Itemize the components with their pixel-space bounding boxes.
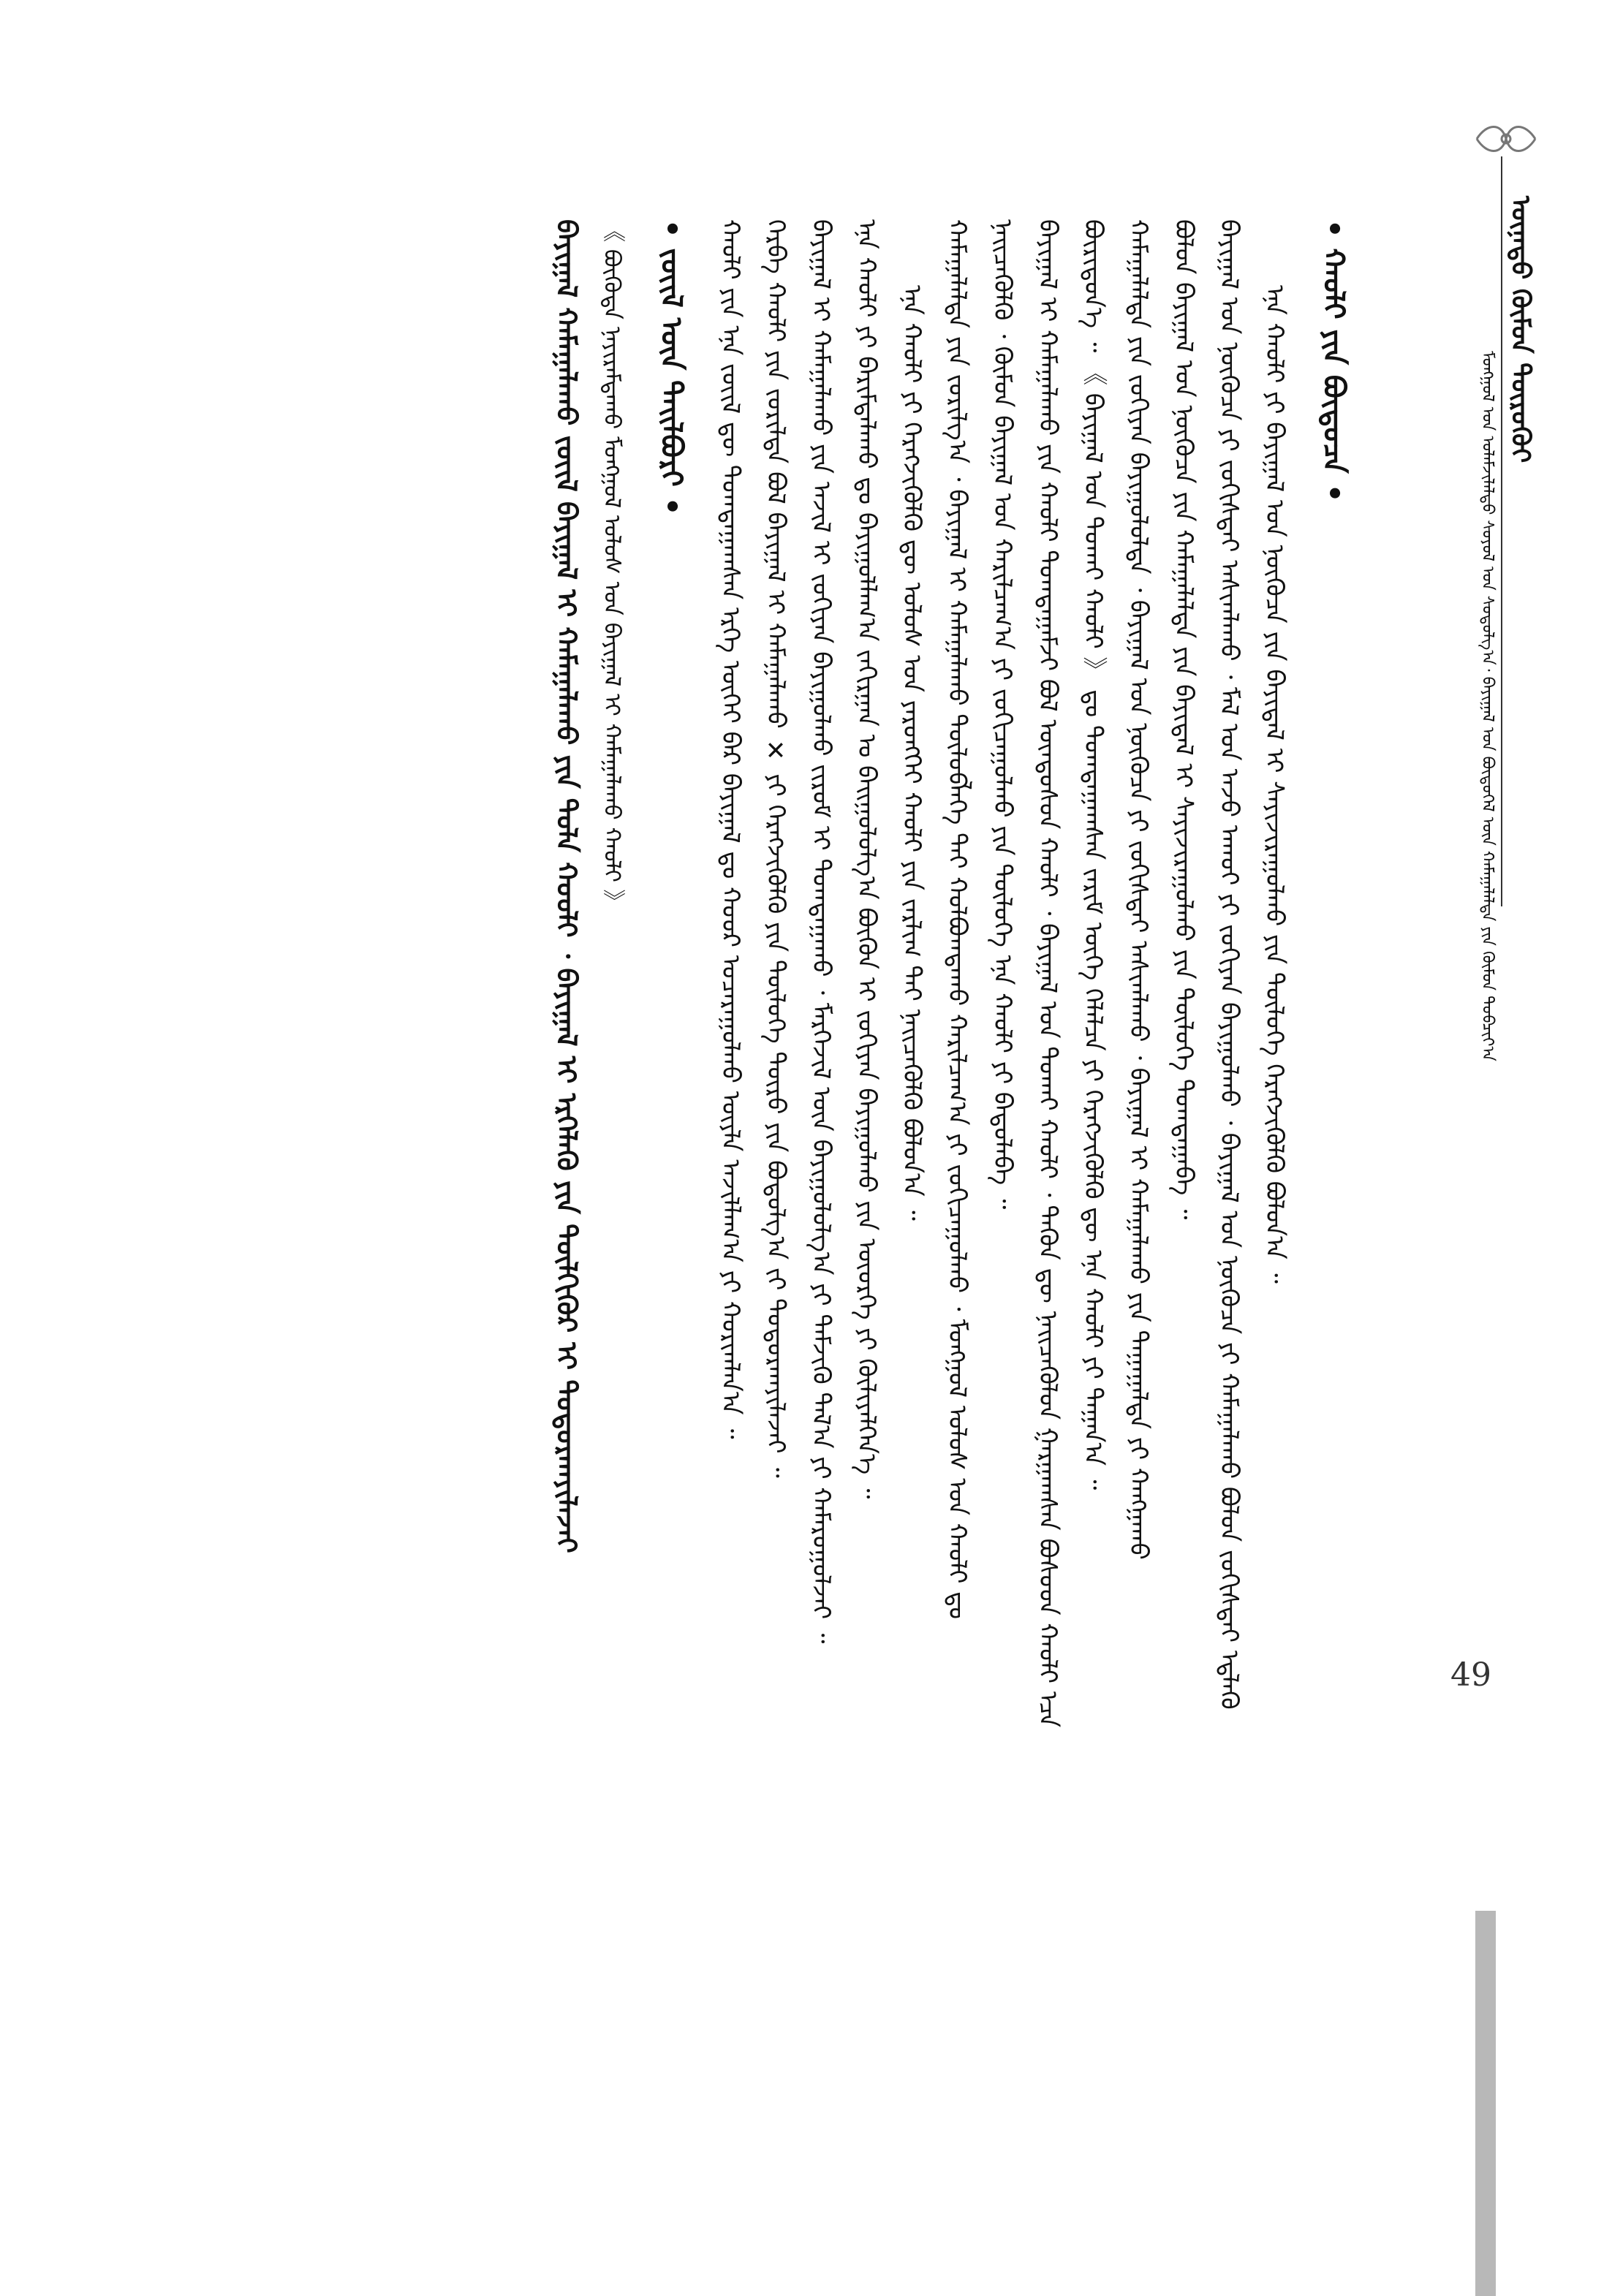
- page-number: 49: [1450, 1656, 1491, 1694]
- text-column: ᠪᠣᠯᠤᠨ ᠪᠠᠶᠢᠭᠠᠯ ᠤᠨ ᠨᠦᠭᠦᠴᠡ ᠶᠢᠨ ᠬᠠᠮᠠᠭᠠᠯᠠᠯᠲᠠ ᠶᠢᠨ ᠪᠠᠶᠢᠳᠠᠯ ᠢ ᠰᠠᠶᠢᠵᠢᠷᠠᠭᠤᠯᠬᠤ ᠶᠢᠨ ᠲᠥᠯᠥᠭᠡ ᠲᠣᠭᠲᠠᠭᠠᠪᠠ ᠃: [1169, 219, 1198, 1220]
- text-column: ᠪᠦᠷᠢᠳᠦᠨ᠎ᠡ ᠃ 《 ᠪᠠᠶᠢᠭᠠᠯ ᠤᠨ ᠲᠤᠬᠠᠢ ᠬᠠᠤᠯᠢ 》 ᠳᠤ ᠲᠣᠭᠲᠠᠭᠠᠭᠰᠠᠨ ᠵᠠᠷᠢᠮ ᠦᠭᠡ ᠬᠡᠯᠡᠯᠴᠡ ᠶᠢ ᠬᠡᠷᠡᠭᠵᠢᠭᠦᠯᠬᠦ ᠳᠦ ᠡᠨᠡ ᠬᠠᠤᠯᠢ ᠶᠢ ᠳᠠᠭᠠᠨ᠎ᠠ ᠃: [1078, 219, 1108, 1490]
- section-heading: • ᠵᠦᠢᠯ ᠦᠨ ᠲᠠᠢᠯᠪᠤᠷᠢ •: [635, 219, 708, 2076]
- edge-tab: [1475, 1911, 1496, 2296]
- text-column: ᠡᠨᠡ ᠬᠠᠤᠯᠢ ᠶᠢ ᠪᠠᠶᠢᠭᠠᠯ ᠤᠨ ᠨᠦᠭᠦᠴᠡ ᠶᠢᠨ ᠪᠠᠶᠢᠳᠠᠯ ᠢ ᠰᠠᠶᠢᠵᠢᠷᠠᠭᠤᠯᠬᠤ ᠶᠢᠨ ᠲᠥᠯᠥᠭᠡ ᠬᠡᠷᠡᠭᠵᠢᠭᠦᠯᠬᠦ ᠪᠣᠯᠤᠨ᠎ᠠ ᠃: [1260, 285, 1289, 1284]
- text-column: 《 ᠪᠦᠭᠦᠳᠡ ᠨᠠᠶᠢᠷᠠᠮᠳᠠᠬᠤ ᠮᠣᠩᠭᠣᠯ ᠤᠯᠤᠰ ᠤᠨ ᠪᠠᠶᠢᠭᠠᠯ ᠢ ᠬᠠᠮᠠᠭᠠᠯᠠᠬᠤ ᠬᠠᠤᠯᠢ 》: [599, 219, 625, 912]
- text-column: ᠬᠡᠷᠪᠡ ᠬᠠᠤᠯᠢ ᠶᠢᠨ ᠵᠣᠷᠢᠯᠲᠠ ᠪᠣᠯ ᠪᠠᠶᠢᠭᠠᠯ ᠢ ᠬᠠᠮᠠᠭᠠᠯᠠᠬᠤ ✕ ᠶᠢ ᠬᠡᠷᠡᠭᠵᠢᠭᠦᠯᠬᠦ ᠶᠢᠨ ᠲᠥᠯᠥᠭᠡ ᠲᠥᠷᠥ ᠶᠢᠨ ᠪᠣᠳᠣᠯᠭ᠎ᠠ ᠵᠢ ᠲᠣᠳᠤᠷᠬᠠᠶᠢᠯᠠᠵᠠᠢ ᠃: [761, 219, 790, 1478]
- text-column: ᠪᠠᠶᠢᠭᠠᠯ ᠢ ᠬᠠᠮᠠᠭᠠᠯᠠᠬᠤ ᠶᠢᠨ ᠬᠠᠤᠯᠢ ᠲᠣᠭᠲᠠᠭᠠᠮᠵᠢ ᠪᠣᠯ ᠦᠨᠳᠦᠰᠦᠨ ᠬᠠᠤᠯᠢ ᠂ ᠪᠠᠶᠢᠭᠠᠯ ᠤᠨ ᠲᠤᠬᠠᠢ ᠬᠠᠤᠯᠢ ᠂ ᠲᠡᠭᠦᠨ ᠳᠦ ᠨᠡᠢᠴᠡᠭᠦᠯᠦᠨ ᠭᠠᠷᠭᠠᠭᠰᠠᠨ ᠪᠤᠰᠤᠳ ᠬᠠᠤᠯᠢ ᠡᠴᠡ: [1033, 219, 1062, 1728]
- section-heading: • ᠬᠠᠤᠯᠢ ᠶᠢᠨ ᠪᠦᠲᠦᠴᠡ •: [1297, 219, 1370, 2076]
- text-column: ᠨᠡᠢᠴᠡᠭᠦᠯᠬᠦ ᠂ ᠬᠦᠮᠦᠨ ᠪᠠᠶᠢᠭᠠᠯ ᠤᠨ ᠬᠠᠷᠢᠯᠴᠠᠭ᠎ᠠ ᠶᠢ ᠵᠣᠬᠢᠴᠠᠭᠤᠯᠬᠤ ᠶᠢᠨ ᠲᠥᠯᠥᠭᠡ ᠡᠨᠡ ᠬᠠᠤᠯᠢ ᠶᠢ ᠪᠠᠲᠤᠯᠠᠪᠠ ᠃: [988, 219, 1017, 1210]
- text-column: ᠪᠠᠶᠢᠭᠠᠯ ᠬᠠᠮᠠᠭᠠᠯᠠᠬᠤ ᠵᠦᠢᠯ ᠪᠠᠶᠢᠭᠠᠯ ᠢ ᠬᠠᠮᠠᠭᠠᠯᠠᠬᠤ ᠶᠢᠨ ᠳᠤᠯᠠ ᠬᠤᠤᠯᠢ ᠂ ᠪᠠᠶᠢᠭᠠᠯ ᠢ ᠡᠷᠬᠡᠯᠡᠬᠦ ᠶᠢᠨ ᠲᠦᠯᠬᠢᠭᠦᠷ ᠢ ᠲᠣᠳᠤᠷᠬᠠᠶᠢᠯᠠᠵᠠᠢ: [551, 219, 583, 1553]
- text-column: ᠡᠨᠡ ᠬᠠᠤᠯᠢ ᠶᠢ ᠪᠠᠷᠢᠮᠲᠠᠯᠠᠬᠤ ᠳᠤ ᠪᠠᠶᠢᠭᠤᠯᠯᠠᠭ᠎ᠠ ᠵᠠᠬᠢᠷᠭᠠᠨ ᠤ ᠪᠠᠢᠭᠤᠯᠤᠯᠭ᠎ᠠ ᠪᠦᠬᠦᠨ ᠢ ᠵᠣᠬᠢᠶᠠᠨ ᠪᠠᠶᠢᠭᠤᠯᠬᠤ ᠶᠢᠨ ᠦᠦᠷᠭᠡ ᠶᠢ ᠬᠦᠯᠢᠶᠡᠯᠭᠡᠨ᠎ᠡ ᠃: [852, 219, 881, 1499]
- ornament-flourish: [1472, 121, 1540, 156]
- body-text: [544, 219, 1370, 2076]
- text-column: ᠪᠠᠶᠢᠭᠠᠯ ᠤᠨ ᠨᠦᠭᠦᠴᠡ ᠶᠢ ᠵᠣᠬᠢᠰᠲᠠᠢ ᠠᠰᠢᠭᠯᠠᠬᠤ ᠂ ᠮᠠᠯ ᠤᠨ ᠠᠵᠤ ᠠᠬᠤᠢ ᠶᠢ ᠵᠣᠬᠢᠶᠠᠨ ᠪᠠᠶᠢᠭᠤᠯᠬᠤ ᠂ ᠪᠠᠶᠢᠭᠠᠯ ᠤᠨ ᠨᠦᠭᠦᠴᠡ ᠶᠢ ᠬᠠᠮᠠᠭᠠᠯᠠᠬᠤ ᠪᠣᠯᠤᠨ ᠵᠣᠬᠢᠰᠲᠠᠢ ᠡᠳ᠋ᠯᠡᠬᠦ: [1214, 219, 1244, 1710]
- text-column: ᠪᠠᠶᠢᠭᠠᠯ ᠢ ᠬᠠᠮᠠᠭᠠᠯᠠᠬᠤ ᠶᠢᠨ ᠠᠵᠢᠯ ᠢ ᠵᠣᠬᠢᠶᠠᠨ ᠪᠠᠶᠢᠭᠤᠯᠬᠤ ᠵᠢᠷᠤᠮ ᠢ ᠲᠣᠭᠲᠠᠭᠠᠬᠤ ᠂ ᠮᠡᠷᠭᠡᠵᠢᠯ ᠦᠨ ᠪᠠᠶᠢᠭᠤᠯᠤᠯᠭ᠎ᠠ ᠶᠢ ᠳᠡᠮᠵᠢᠬᠦ ᠲᠠᠯ᠎ᠠ ᠶᠢ ᠬᠠᠮᠠᠷᠤᠭᠤᠯᠵᠠᠢ ᠃: [806, 219, 836, 1644]
- text-column: ᠬᠠᠮᠠᠭᠠᠯᠠᠯᠲᠠ ᠶᠢᠨ ᠵᠣᠬᠢᠶᠠᠨ ᠪᠠᠶᠢᠭᠤᠯᠤᠯᠲᠠ ᠂ ᠪᠠᠶᠢᠭᠠᠯ ᠤᠨ ᠨᠦᠭᠦᠴᠡ ᠶᠢ ᠵᠣᠬᠢᠰᠲᠠᠢ ᠠᠰᠢᠭᠯᠠᠬᠤ ᠂ ᠪᠠᠶᠢᠭᠠᠯ ᠢ ᠬᠠᠮᠠᠭᠠᠯᠠᠬᠤ ᠶᠢᠨ ᠳᠠᠭᠠᠭᠠᠯᠲᠠ ᠶᠢ ᠬᠠᠩᠭᠠᠬᠤ: [1124, 219, 1153, 1560]
- running-head: ᠮᠣᠩᠭᠣᠯ ᠤᠨ ᠤᠯᠠᠮᠵᠢᠯᠠᠯᠳᠤ ᠰᠤᠶᠤᠯ ᠤᠨ ᠰᠤᠳᠤᠯᠭ᠎ᠠ᠂ ᠪᠠᠶᠢᠭᠠᠯ ᠤᠨ ᠪᠦᠲᠦᠭᠡᠯ ᠦᠨ ᠬᠠᠮᠠᠭᠠᠯᠠᠯᠲᠠ ᠶᠢᠨ ᠬᠦᠮᠦᠨ ᠲᠣᠪᠴᠢᠶ᠎ᠠ: [1478, 351, 1497, 1061]
- text-column: ᠬᠠᠤᠯᠢ ᠶᠢᠨ ᠡᠨᠡ ᠵᠦᠢᠯ ᠳᠦ ᠲᠣᠭᠲᠠᠭᠠᠭᠰᠠᠨ ᠡᠷᠬᠡ ᠦᠭᠡᠢ ᠪᠠᠷ ᠪᠠᠶᠢᠭᠠᠯ ᠳᠤ ᠬᠣᠣᠷ ᠤᠴᠠᠷᠠᠭᠤᠯᠬᠤ ᠦᠶᠯᠡ ᠠᠵᠢᠯᠯᠠᠭ᠎ᠠ ᠶᠢ ᠬᠣᠷᠢᠭᠯᠠᠨ᠎ᠠ ᠃: [716, 219, 745, 1439]
- chapter-title: ᠦᠨᠡᠲᠦ ᠬᠦᠮᠦᠨ ᠲᠥᠷᠥᠬᠦᠢ: [1505, 196, 1535, 463]
- text-column: ᠬᠠᠮᠠᠭᠠᠯᠠᠯᠲᠠ ᠶᠢᠨ ᠵᠣᠷᠢᠯᠭ᠎ᠠ ᠂ ᠪᠠᠶᠢᠭᠠᠯ ᠢ ᠬᠠᠮᠠᠭᠠᠯᠠᠬᠤ ᠲᠥᠯᠥᠪᠯᠡᠭᠡ ᠲᠠᠢ ᠬᠣᠯᠪᠣᠭᠳᠠᠬᠤ ᠬᠠᠷᠢᠯᠴᠠᠭ᠎ᠠ ᠶᠢ ᠵᠣᠬᠢᠴᠠᠭᠤᠯᠬᠤ ᠂ ᠮᠣᠩᠭᠣᠯ ᠤᠯᠤᠰ ᠤᠨ ᠬᠠᠤᠯᠢ ᠳᠤ: [942, 219, 972, 1620]
- text-column: ᠡᠨᠡ ᠬᠠᠤᠯᠢ ᠶᠢ ᠬᠡᠷᠡᠭᠵᠢᠭᠦᠯᠬᠦ ᠳᠦ ᠤᠯᠤᠰ ᠤᠨ ᠶᠡᠷᠦᠩᠬᠡᠢ ᠬᠠᠤᠯᠢ ᠶᠢᠨ ᠵᠠᠷᠯᠢᠭ ᠲᠠᠢ ᠨᠡᠢᠴᠡᠭᠦᠯᠬᠦ ᠪᠣᠯᠤᠨ᠎ᠠ ᠃: [897, 285, 926, 1221]
